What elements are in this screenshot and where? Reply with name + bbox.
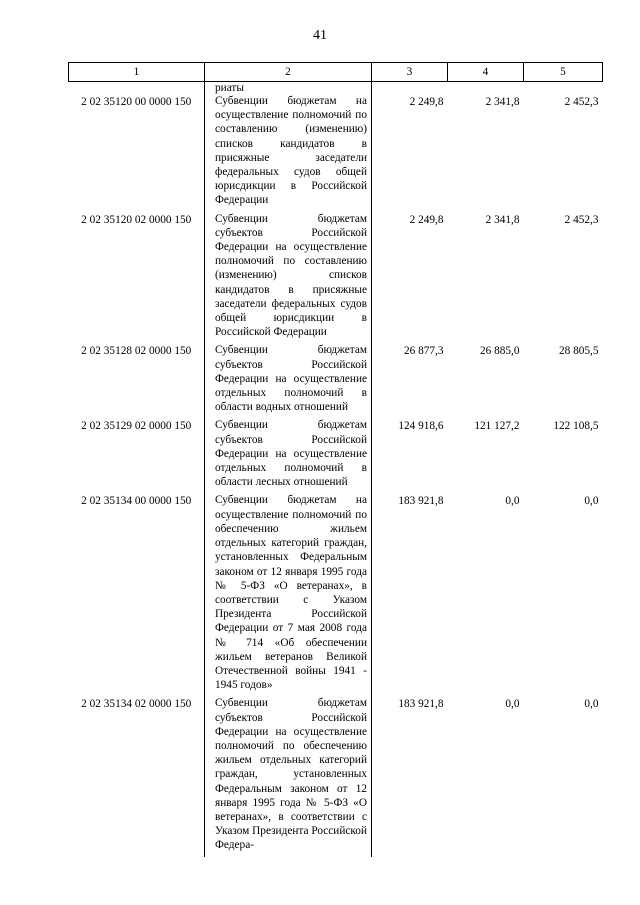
row-value-col5: 0,0 bbox=[584, 495, 599, 508]
row-description: Субвенции бюджетам на осуществление полномочий по обеспечению жильем отдельных категорий граждан, установленных Федеральным законом от 12 января 1995 года № 5-ФЗ «О ветеранах», в соответствии с Указом Президента Российской Федерации от 7 мая 2008 года № 714 «Об обеспечении жильем ветеранов Великой Отечественной войны 1941 - 1945 годов» bbox=[205, 493, 372, 696]
column-header-3: 3 bbox=[372, 63, 448, 82]
row-code: 2 02 35128 02 0000 150 bbox=[81, 345, 192, 358]
row-description: Субвенции бюджетам субъектов Российской Федерации на осуществление полномочий по составлению (изменению) списков кандидатов в присяжные заседатели федеральных судов общей юрисдикции в Российской Федерации bbox=[205, 212, 372, 344]
column-header-1: 1 bbox=[69, 63, 205, 82]
header-row bbox=[69, 63, 603, 82]
row-value-col4: 26 885,0 bbox=[479, 345, 520, 358]
row-value-col3: 26 877,3 bbox=[372, 343, 448, 418]
row-code: 2 02 35120 02 0000 150 bbox=[81, 213, 192, 226]
row-value-col3: 2 249,8 bbox=[372, 212, 448, 344]
row-description: Субвенции бюджетам на осуществление полномочий по составлению (изменению) списков кандидатов в присяжные заседатели федеральных судов общей юрисдикции в Российской Федерации bbox=[205, 94, 372, 212]
row-description: Субвенции бюджетам субъектов Российской Федерации на осуществление отдельных полномочий в области водных отношений bbox=[205, 343, 372, 418]
continuation-row bbox=[69, 82, 603, 95]
row-description: Субвенции бюджетам субъектов Российской Федерации на осуществление полномочий по обеспечению жильем отдельных категорий граждан, установленных Федеральным законом от 12 января 1995 года № 5-ФЗ «О ветеранах», в соответствии с Указом Президента Российской Федера- bbox=[205, 696, 372, 856]
row-value-col4: 2 341,8 bbox=[485, 96, 520, 108]
row-value-col5: 122 108,5 bbox=[553, 420, 599, 433]
row-value-col3: 2 249,8 bbox=[372, 94, 448, 212]
budget-table bbox=[68, 62, 603, 857]
row-value-col5: 28 805,5 bbox=[558, 345, 599, 358]
column-header-2: 2 bbox=[205, 63, 372, 82]
row-value-col3: 183 921,8 bbox=[372, 696, 448, 856]
table-row bbox=[69, 212, 603, 344]
row-value-col5: 2 452,3 bbox=[564, 96, 599, 108]
row-code: 2 02 35129 02 0000 150 bbox=[81, 420, 192, 433]
row-value-col4: 121 127,2 bbox=[474, 420, 520, 433]
table-row bbox=[69, 94, 603, 212]
row-value-col4: 2 341,8 bbox=[485, 213, 520, 226]
row-value-col4: 0,0 bbox=[505, 495, 520, 508]
table-row bbox=[69, 493, 603, 696]
column-header-4: 4 bbox=[448, 63, 524, 82]
page-number: 41 bbox=[313, 28, 327, 43]
row-value-col3: 124 918,6 bbox=[372, 418, 448, 493]
row-value-col3: 183 921,8 bbox=[372, 493, 448, 696]
row-code: 2 02 35134 00 0000 150 bbox=[81, 495, 192, 508]
table-row bbox=[69, 343, 603, 418]
row-value-col5: 2 452,3 bbox=[564, 213, 599, 226]
continuation-text: риаты bbox=[205, 82, 372, 95]
column-header-5: 5 bbox=[524, 63, 603, 82]
row-code: 2 02 35134 02 0000 150 bbox=[81, 698, 192, 711]
row-value-col4: 0,0 bbox=[505, 698, 520, 711]
row-description: Субвенции бюджетам субъектов Российской Федерации на осуществление отдельных полномочий в области лесных отношений bbox=[205, 418, 372, 493]
table-row bbox=[69, 418, 603, 493]
row-value-col5: 0,0 bbox=[584, 698, 599, 711]
table-row bbox=[69, 696, 603, 856]
row-code: 2 02 35120 00 0000 150 bbox=[81, 96, 192, 108]
